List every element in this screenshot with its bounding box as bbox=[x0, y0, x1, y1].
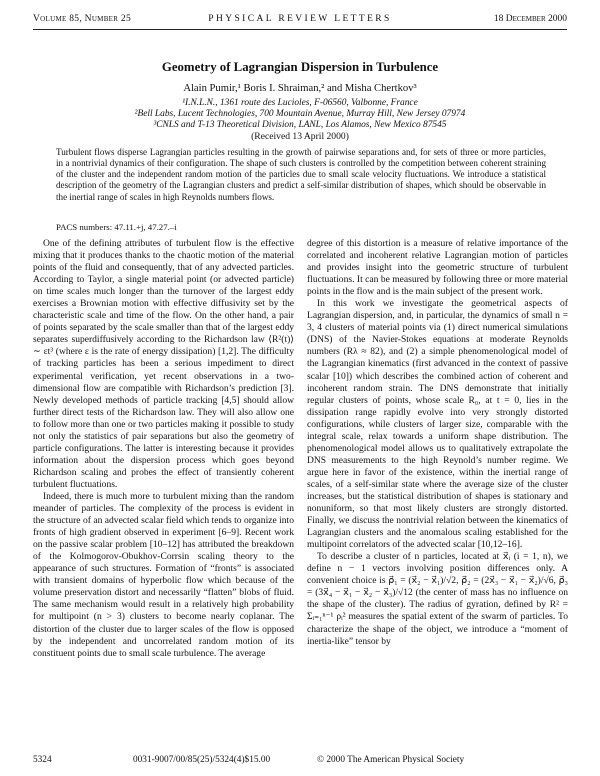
body-paragraph: degree of this distortion is a measure of relative importance of the correlated and incoherent relative Lagrangian motion of particles and provides insight into the geometric structure of turbulent fluctuations. It can be measured by following three or more material points in the flow and is the main subject of the present work. bbox=[307, 238, 568, 298]
affiliation: ³CNLS and T-13 Theoretical Division, LANL, Los Alamos, New Mexico 87545 bbox=[153, 120, 447, 130]
affiliation: ¹I.N.L.N., 1361 route des Lucioles, F-06560, Valbonne, France bbox=[182, 98, 418, 108]
pacs-numbers: PACS numbers: 47.11.+j, 47.27.–i bbox=[56, 222, 177, 232]
header-rule bbox=[33, 29, 567, 30]
body-paragraph: One of the defining attributes of turbulent flow is the effective mixing that it produces thanks to the chaotic motion of the material points of the fluid and consequently, that of any advected particles. According to Taylor, a single material point (or advected particle) on time scales much longer than the turnover of the largest eddy exercises a Brownian motion with effective diffusivity set by the characteristic scale and time of the flow. On the other hand, a pair of points separated by the scale smaller than that of the largest eddy separates superdiffusively according to the Richardson law ⟨R²(t)⟩ ∼ εt³ (where ε is the rate of energy dissipation) [1,2]. The difficulty of tracking particles has been a serious impediment to direct experimental verification, yet recent observations in a two-dimensional flow are compatible with Richardson’s prediction [3]. Newly developed methods of particle tracking [4,5] should allow further direct tests of the Richardson law. They will also allow one to follow more than one or two particles making it possible to study not only the statistics of pair separations but also the geometry of particle configurations. The latter is interesting because it provides information about the dispersion process which goes beyond Richardson scaling and probes the effect of transiently coherent turbulent fluctuations. bbox=[33, 238, 294, 490]
running-header bbox=[33, 12, 567, 28]
journal-name: PHYSICAL REVIEW LETTERS bbox=[208, 14, 392, 24]
issue-date: 18 December 2000 bbox=[493, 14, 567, 24]
body-paragraph: In this work we investigate the geometrical aspects of Lagrangian dispersion, and, in particular, the dynamics of small n = 3, 4 clusters of material points via (1) direct numerical simulations (DNS) of the Navier-Stokes equations at moderate Reynolds numbers (Rλ ≈ 82), and (2) a simple phenomenological model of the Lagrangian kinematics (first advanced in the context of passive scalar [10]) which describes the combined action of coherent and incoherent random strain. The DNS demonstrate that initially regular clusters of points, whose scale R₀, at t = 0, lies in the dissipation range rapidly evolve into very strongly distorted configurations, while clusters of larger size, comparable with the integral scale, relax towards a uniform shape distribution. The phenomenological model allows us to qualitatively extrapolate the DNS measurements to the high Reynold’s number regime. We argue here in favor of the existence, within the inertial range of scales, of a self-similar state where the average size of the cluster increases, but the statistical distribution of shapes is stationary and nonuniform, so that most likely clusters are strongly distorted. Finally, we discuss the nontrivial relation between the kinematics of Lagrangian clusters and the anomalous scaling established for the multipoint correlators of the advected scalar [10,12–16]. bbox=[307, 298, 568, 551]
left-column bbox=[33, 238, 294, 660]
volume-number: Volume 85, Number 25 bbox=[33, 14, 132, 24]
received-date: (Received 13 April 2000) bbox=[251, 131, 349, 142]
body-paragraph: To describe a cluster of n particles, located at x⃗ᵢ (i = 1, n), we define n − 1 vectors involving position differences only. A convenient choice is ρ⃗₁ = (x⃗₂ − x⃗₁)/√2, ρ⃗₂ = (2x⃗₃ − x⃗₁ − x⃗₂)/√6, ρ⃗₃ = (3x⃗₄ − x⃗₁ − x⃗₂ − x⃗₃)/√12 (the center of mass has no influence on the shape of the cluster). The radius of gyration, defined by R² = Σᵢ₌₁ⁿ⁻¹ ρᵢ² measures the spatial extent of the swarm of particles. To characterize the shape of the object, we introduce a “moment of inertia-like” tensor by bbox=[307, 551, 568, 647]
page-footer bbox=[33, 755, 567, 769]
copyright: © 2000 The American Physical Society bbox=[317, 755, 465, 765]
page-number: 5324 bbox=[33, 755, 52, 765]
body-paragraph: Indeed, there is much more to turbulent mixing than the random meander of particles. The complexity of the process is evident in the structure of an advected scalar field which tends to organize into fronts of high gradient observed in experiment [6–9]. Recent work on the passive scalar problem [10–12] has attributed the breakdown of the Kolmogorov-Obukhov-Corrsin scaling theory to the appearance of such structures. Formation of “fronts” is associated with transient domains of hyperbolic flow which because of the volume preservation distort and necessarily “flatten” blobs of fluid. The same mechanism would result in a relatively high probability for multipoint (n > 3) clusters to become nearly coplanar. The distortion of the cluster due to larger scales of the flow is opposed by the independent and uncorrelated random motion of its constituent points due to small scale turbulence. The average bbox=[33, 490, 294, 659]
paper-title: Geometry of Lagrangian Dispersion in Turbulence bbox=[161, 60, 439, 74]
affiliation: ²Bell Labs, Lucent Technologies, 700 Mountain Avenue, Murray Hill, New Jersey 07974 bbox=[134, 109, 466, 119]
article-code: 0031-9007/00/85(25)/5324(4)$15.00 bbox=[133, 755, 271, 765]
author-list: Alain Pumir,¹ Boris I. Shraiman,² and Misha Chertkov³ bbox=[183, 83, 417, 94]
right-column bbox=[307, 238, 568, 648]
abstract: Turbulent flows disperse Lagrangian particles resulting in the growth of pairwise separations and, for sets of three or more particles, in a nontrivial dynamics of their configuration. The shape of such clusters is controlled by the competition between coherent straining of the cluster and the independent random motion of the particles due to small scale velocity fluctuations. We introduce a statistical description of the geometry of the Lagrangian clusters and predict a self-similar distribution of shapes, which should be observable in the inertial range of scales in high Reynolds numbers flows. bbox=[56, 147, 546, 202]
